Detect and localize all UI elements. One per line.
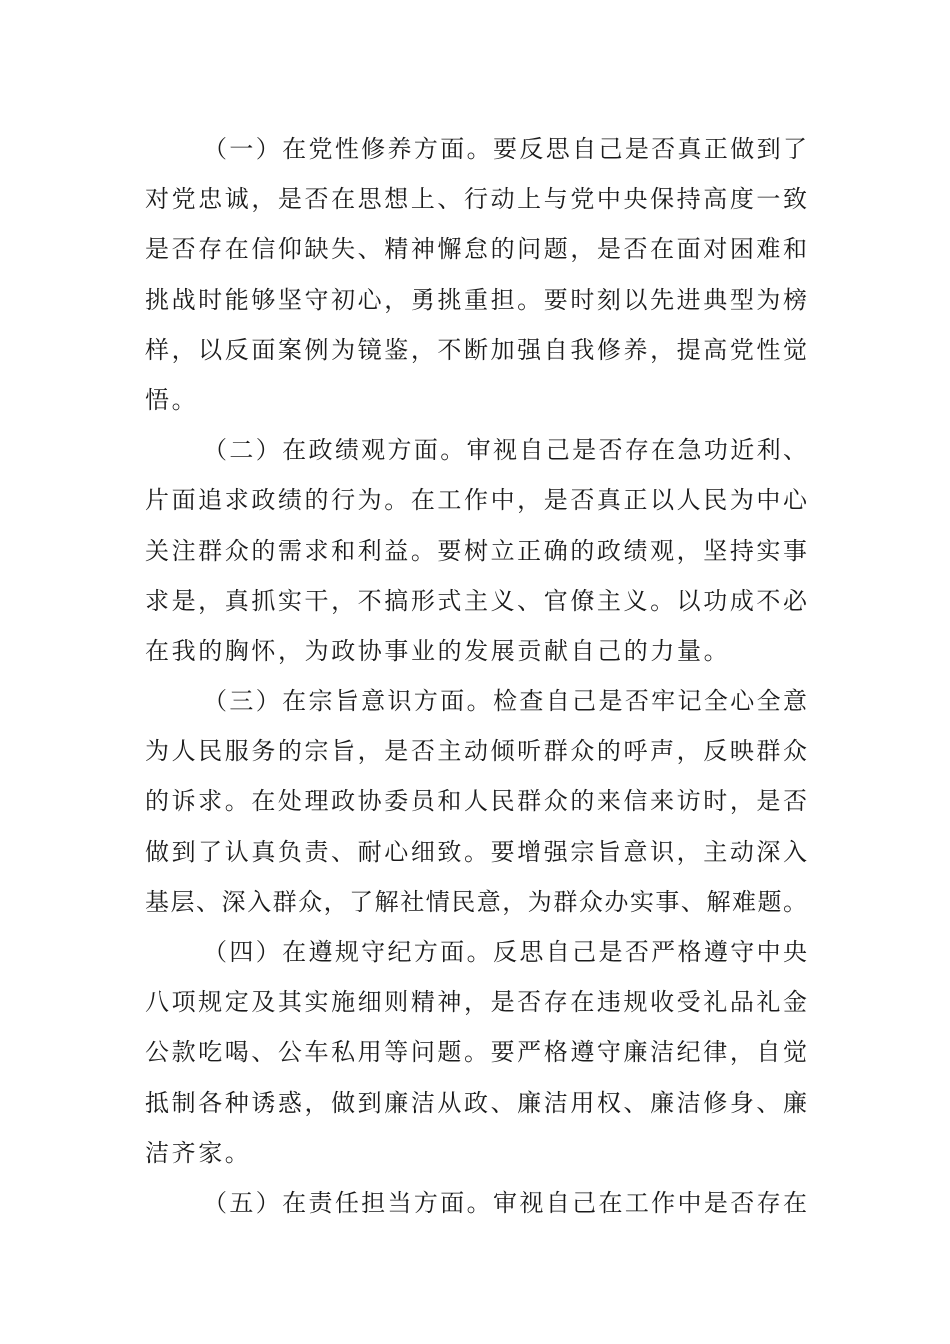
paragraph-line: （三）在宗旨意识方面。检查自己是否牢记全心全意 bbox=[203, 687, 807, 716]
paragraph-line: 片面追求政绩的行为。在工作中，是否真正以人民为中心 bbox=[145, 486, 807, 515]
paragraph-line: 洁齐家。 bbox=[145, 1138, 252, 1167]
paragraph-line: 公款吃喝、公车私用等问题。要严格遵守廉洁纪律，自觉 bbox=[145, 1038, 807, 1067]
paragraph-line: 悟。 bbox=[145, 385, 199, 414]
paragraph-line: 基层、深入群众，了解社情民意，为群众办实事、解难题。 bbox=[145, 887, 807, 916]
paragraph-line: 对党忠诚，是否在思想上、行动上与党中央保持高度一致 bbox=[145, 185, 807, 214]
paragraph-line: 做到了认真负责、耐心细致。要增强宗旨意识，主动深入 bbox=[145, 837, 807, 866]
paragraph-purpose-awareness bbox=[145, 676, 807, 927]
paragraph-line: （二）在政绩观方面。审视自己是否存在急功近利、 bbox=[203, 436, 807, 465]
paragraph-line: （五）在责任担当方面。审视自己在工作中是否存在 bbox=[203, 1188, 807, 1217]
paragraph-line: （四）在遵规守纪方面。反思自己是否严格遵守中央 bbox=[203, 938, 807, 966]
paragraph-line: 八项规定及其实施细则精神，是否存在违规收受礼品礼金 bbox=[145, 988, 807, 1017]
paragraph-line: 在我的胸怀，为政协事业的发展贡献自己的力量。 bbox=[145, 636, 731, 665]
paragraph-line: 为人民服务的宗旨，是否主动倾听群众的呼声，反映群众 bbox=[145, 737, 807, 766]
paragraph-line: 挑战时能够坚守初心，勇挑重担。要时刻以先进典型为榜 bbox=[145, 285, 807, 314]
paragraph-party-spirit bbox=[145, 124, 807, 425]
document-body bbox=[145, 124, 807, 1228]
paragraph-line: 样，以反面案例为镜鉴，不断加强自我修养，提高党性觉 bbox=[145, 335, 807, 364]
paragraph-line: 求是，真抓实干，不搞形式主义、官僚主义。以功成不必 bbox=[145, 586, 807, 615]
paragraph-discipline bbox=[145, 927, 807, 1178]
paragraph-line: （一）在党性修养方面。要反思自己是否真正做到了 bbox=[203, 135, 807, 163]
paragraph-line: 是否存在信仰缺失、精神懈怠的问题，是否在面对困难和 bbox=[145, 235, 807, 264]
paragraph-performance-view bbox=[145, 425, 807, 676]
paragraph-line: 的诉求。在处理政协委员和人民群众的来信来访时，是否 bbox=[145, 787, 807, 816]
paragraph-line: 抵制各种诱惑，做到廉洁从政、廉洁用权、廉洁修身、廉 bbox=[145, 1088, 807, 1117]
paragraph-line: 关注群众的需求和利益。要树立正确的政绩观，坚持实事 bbox=[145, 536, 807, 565]
paragraph-responsibility bbox=[145, 1178, 807, 1228]
